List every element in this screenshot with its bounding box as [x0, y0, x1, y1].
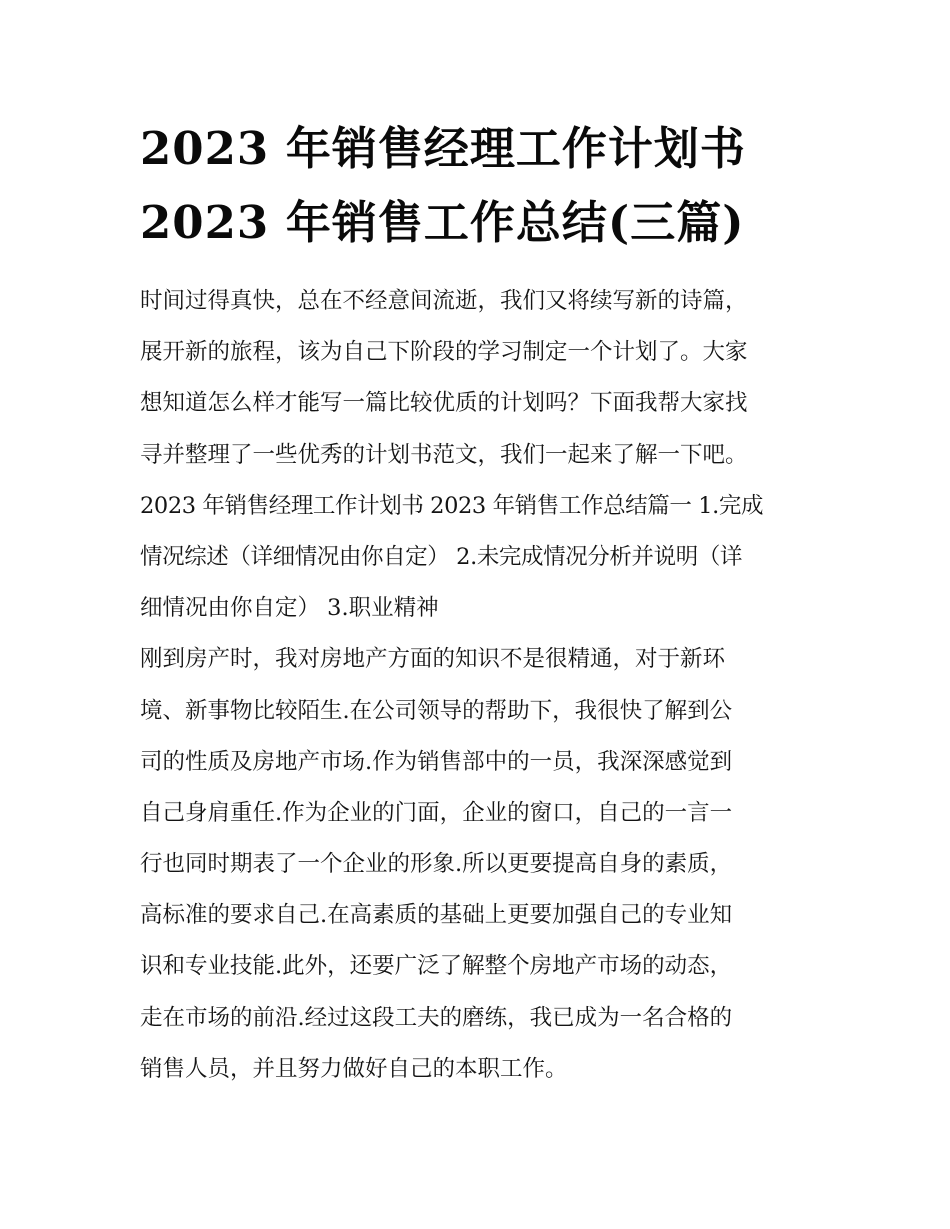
title-line-2: 2023 年销售工作总结(三篇) — [140, 196, 745, 249]
body-line: 司的性质及房地产市场.作为销售部中的一员，我深深感觉到 — [140, 748, 733, 775]
title-line-1: 2023 年销售经理工作计划书 — [140, 122, 746, 175]
body-line: 展开新的旅程，该为自己下阶段的学习制定一个计划了。大家 — [140, 339, 748, 366]
body-line: 情况综述（详细情况由你自定） 2.未完成情况分析并说明（详 — [140, 543, 743, 570]
body-line: 2023 年销售经理工作计划书 2023 年销售工作总结篇一 1.完成 — [140, 492, 764, 519]
body-line: 高标准的要求自己.在高素质的基础上更要加强自己的专业知 — [140, 902, 733, 929]
document-body — [140, 276, 830, 1095]
body-line: 自己身肩重任.作为企业的门面，企业的窗口，自己的一言一 — [140, 799, 733, 826]
body-line: 想知道怎么样才能写一篇比较优质的计划吗？下面我帮大家找 — [140, 390, 748, 417]
body-line: 销售人员，并且努力做好自己的本职工作。 — [140, 1055, 568, 1082]
body-line: 行也同时期表了一个企业的形象.所以更要提高自身的素质， — [140, 851, 733, 878]
body-line: 时间过得真快，总在不经意间流逝，我们又将续写新的诗篇， — [140, 288, 748, 314]
document-title — [140, 112, 840, 260]
body-line: 走在市场的前沿.经过这段工夫的磨练，我已成为一名合格的 — [140, 1004, 733, 1031]
body-line: 细情况由你自定） 3.职业精神 — [140, 595, 439, 622]
body-line: 寻并整理了一些优秀的计划书范文，我们一起来了解一下吧。 — [140, 441, 748, 468]
body-line: 刚到房产时，我对房地产方面的知识不是很精通，对于新环 — [140, 646, 726, 673]
body-line: 境、新事物比较陌生.在公司领导的帮助下，我很快了解到公 — [140, 697, 733, 724]
body-line: 识和专业技能.此外，还要广泛了解整个房地产市场的动态， — [140, 953, 733, 980]
